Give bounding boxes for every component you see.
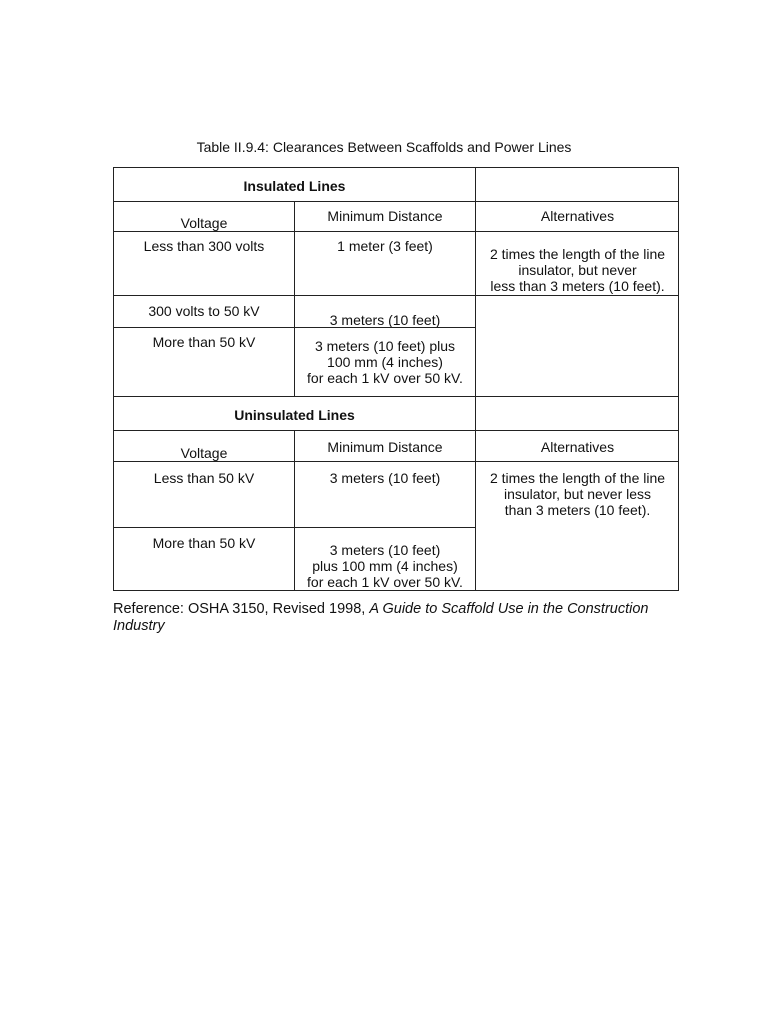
- voltage-value: 300 volts to 50 kV: [148, 303, 260, 319]
- insulated-heading: Insulated Lines: [243, 178, 346, 194]
- insulated-col-voltage: [113, 201, 294, 231]
- voltage-value: Less than 50 kV: [153, 470, 255, 486]
- table-caption: Table II.9.4: Clearances Between Scaffolds and Power Lines: [196, 139, 572, 155]
- uninsulated-heading-blank: [475, 396, 679, 430]
- table-row-cell: [294, 527, 475, 591]
- alternative-value: 2 times the length of the line insulator, but never less than 3 meters (10 feet).: [489, 246, 666, 294]
- column-header-minimum-distance: Minimum Distance: [327, 208, 443, 224]
- uninsulated-heading-cell: [113, 396, 475, 430]
- uninsulated-col-alternatives: [475, 430, 679, 461]
- column-header-alternatives: Alternatives: [540, 439, 615, 455]
- column-header-minimum-distance: Minimum Distance: [327, 439, 443, 455]
- table-row-cell: [113, 295, 294, 327]
- distance-value: 3 meters (10 feet): [329, 470, 441, 486]
- table-row-cell: [113, 231, 294, 295]
- table-row-cell: [294, 461, 475, 527]
- column-header-voltage: Voltage: [180, 215, 228, 231]
- table-row-cell: [113, 527, 294, 591]
- uninsulated-alternative-cell: [475, 461, 679, 591]
- reference-title: A Guide to Scaffold Use in the Construction Industry: [113, 601, 649, 634]
- column-header-voltage: Voltage: [180, 445, 228, 461]
- insulated-alternative-cell: [475, 231, 679, 295]
- reference-note: [113, 601, 683, 635]
- uninsulated-col-distance: [294, 430, 475, 461]
- clearance-table: [113, 167, 679, 591]
- insulated-heading-cell: [113, 167, 475, 201]
- table-row-cell: [113, 461, 294, 527]
- table-row-cell: [294, 231, 475, 295]
- insulated-alternative-blank: [475, 295, 679, 396]
- reference-prefix: Reference: OSHA 3150, Revised 1998,: [113, 601, 370, 617]
- voltage-value: Less than 300 volts: [143, 238, 265, 254]
- alternative-value: 2 times the length of the line insulator, but never less than 3 meters (10 feet).: [489, 470, 666, 518]
- insulated-col-alternatives: [475, 201, 679, 231]
- table-row-cell: [113, 327, 294, 396]
- table-row-cell: [294, 295, 475, 327]
- distance-value: 3 meters (10 feet): [329, 312, 441, 328]
- insulated-heading-blank: [475, 167, 679, 201]
- distance-value: 1 meter (3 feet): [337, 238, 433, 254]
- uninsulated-col-voltage: [113, 430, 294, 461]
- column-header-alternatives: Alternatives: [540, 208, 615, 224]
- distance-value: 3 meters (10 feet) plus 100 mm (4 inches) for each 1 kV over 50 kV.: [307, 542, 463, 590]
- table-row-cell: [294, 327, 475, 396]
- uninsulated-heading: Uninsulated Lines: [234, 407, 355, 423]
- voltage-value: More than 50 kV: [152, 535, 256, 551]
- voltage-value: More than 50 kV: [152, 334, 256, 350]
- distance-value: 3 meters (10 feet) plus 100 mm (4 inches) for each 1 kV over 50 kV.: [307, 338, 463, 386]
- insulated-col-distance: [294, 201, 475, 231]
